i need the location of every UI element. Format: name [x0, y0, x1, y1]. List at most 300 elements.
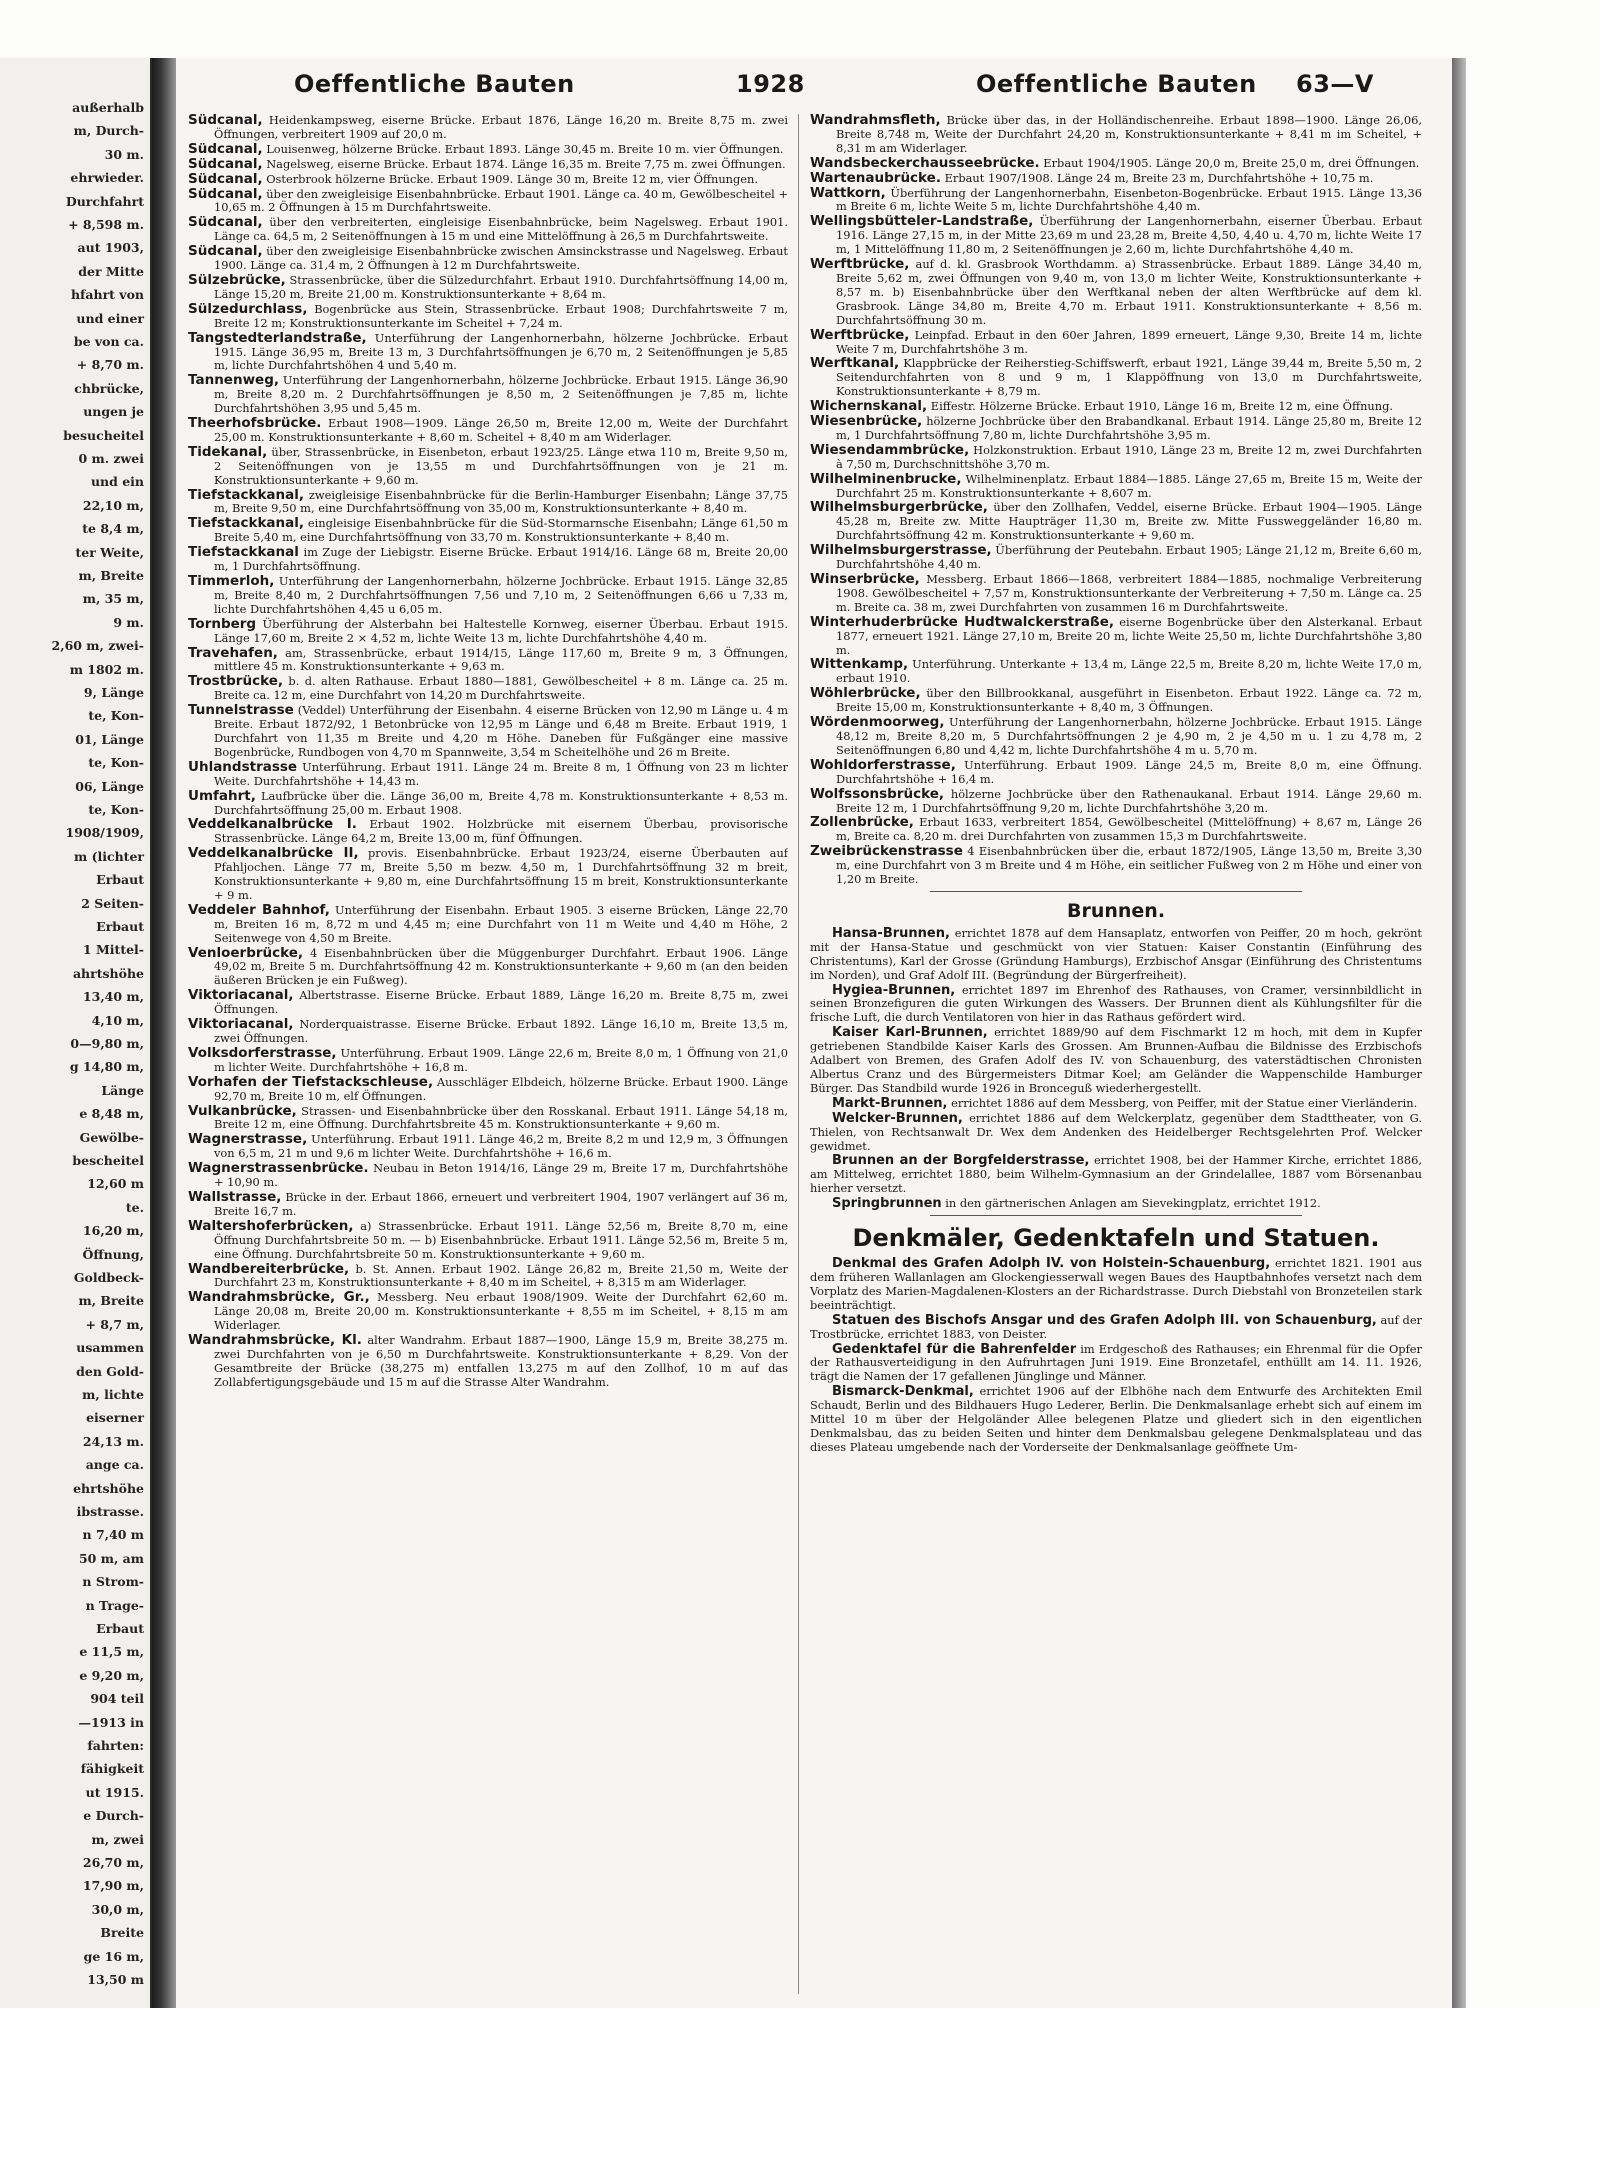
entry-text: errichtet 1906 auf der Elbhöhe nach dem Entwurfe des Architekten Emil Schaudt, Berlin und des Bildhauers Hugo Lederer, Berlin. Die Denkmalsanlage erhebt sich auf einem im Mittel 10 m über der Helgoländer Allee belegenen Platze und gliedert sich in den eigentlichen Denkmalsbau, das zu beiden Seiten und hinter dem Denkmalsbau gelegene Denkmalsplateau und das dieses Plateau umgebende nach der Vorderseite der Denkmalsanlage geöffnete Um- [810, 1384, 1422, 1454]
entry-name: Wandrahmsfleth, [810, 114, 941, 128]
right-column [810, 114, 1422, 1994]
entry-name: Südcanal, [188, 185, 263, 202]
entry-text: Erbaut 1633, verbreitert 1854, Gewölbescheitel (Mittelöffnung) + 8,67 m, Länge 26 m, Breite ca. 8,20 m. drei Durchfahrten von zusammen 15,3 m Durchfahrtsweite. [836, 815, 1422, 844]
entry-text: im Erdgeschoß des Rathauses; ein Ehrenmal für die Opfer der Rathausverteidigung in den Aufruhrtagen Juni 1919. Eine Bronzetafel, enthüllt am 14. 11. 1926, trägt die Namen der 17 gefallenen Jünglinge und Männer. [810, 1341, 1422, 1384]
prev-page-text-fragment: 0 m. zwei [78, 451, 144, 466]
bridge-entry [188, 271, 788, 302]
entry-name: Wagnerstrasse, [188, 1131, 308, 1148]
entry-text: errichtet 1889/90 auf dem Fischmarkt 12 m hoch, mit dem in Kupfer getriebenen Standbilde Kaiser Karls des Grossen. Am Brunnen-Aufbau die Bildnisse des Erzbischofs Adalbert von Bremen, des Grafen Adolf des IV. von Schauenburg, des vaterstädtischen Chronisten Albertus Cranz und des Bürgermeisters Ditmar Koel; am Geländer die Wappenschilde Hamburger Bürger. Das Standbild wurde 1926 in Bronceguß wiederhergestellt. [810, 1025, 1422, 1095]
entry-text: Messberg. Erbaut 1866—1868, verbreitert 1884—1885, nochmalige Verbreiterung 1908. Gewölbescheitel + 7,57 m, Konstruktionsunterkante der Verbreiterung + 7,50 m. Länge ca. 25 m. Breite ca. 38 m, zwei Durchfahrten von zusammen 16 m Durchfahrtsweite. [836, 572, 1422, 614]
prev-page-text-fragment: m, 35 m, [82, 591, 144, 607]
bridge-entry [188, 644, 788, 675]
bridge-entry [810, 184, 1422, 215]
entry-text: Messberg. Neu erbaut 1908/1909. Weite der Durchfahrt 62,60 m. Länge 20,08 m, Breite 20,00 m. Konstruktionsunterkante + 8,55 m im Scheitel, + 8,15 m am Widerlager. [214, 1290, 788, 1333]
prev-page-text-fragment: 22,10 m, [82, 497, 144, 513]
entry-name: Tiefstackkanal, [188, 486, 305, 503]
bridge-entry [188, 675, 788, 703]
prev-page-text-fragment: chbrücke, [74, 380, 144, 396]
prev-page-text-fragment: m, Durch- [73, 123, 144, 139]
prev-page-text-fragment: e 9,20 m, [79, 1667, 144, 1683]
entry-name: Südcanal, [188, 155, 263, 172]
entry-text: auf d. kl. Grasbrook Worthdamm. a) Strassenbrücke. Erbaut 1889. Länge 34,40 m, Breite 5,62 m, zwei Öffnungen von 9,40 m, von 13,0 m lichter Weite, Konstruktionsunterkante + 8,57 m. b) Eisenbahnbrücke über den Werftkanal neben der alten Werftbrücke auf dem kl. Grasbrook. Länge 34,80 m, Breite 4,70 m. Erbaut 1911. Konstruktionsunterkante + 8,56 m. Durchfahrtsöffnung 30 m. [836, 257, 1422, 327]
entry-name: Umfahrt, [188, 787, 256, 804]
bridge-entry [188, 417, 788, 445]
scan-margin [0, 2008, 1600, 2177]
brunnen-list [810, 927, 1422, 1211]
entry-name: Wiesenbrücke, [810, 413, 923, 430]
entry-text: Holzkonstruktion. Erbaut 1910, Länge 23 m, Breite 12 m, zwei Durchfahrten à 7,50 m, Durchschnittshöhe 3,70 m. [836, 442, 1422, 471]
entry-name: Wördenmoorweg, [810, 714, 945, 731]
entry-text: Überführung der Alsterbahn bei Haltestelle Kornweg, eiserner Überbau. Erbaut 1915. Länge 17,60 m, Breite 2 × 4,52 m, lichte Weite 13 m, lichte Durchfahrtshöhe 4,40 m. [214, 616, 788, 645]
entry-name: Wichernskanal, [810, 398, 928, 415]
entry-name: Wiesendammbrücke, [810, 441, 970, 458]
denkmal-entry [810, 1257, 1422, 1313]
entry-text: (Veddel) Unterführung der Eisenbahn. 4 eiserne Brücken von 12,90 m Länge u. 4 m Breite. Erbaut 1872/92, 1 Betonbrücke von 12,95 m Länge und 6,48 m Breite. Erbaut 1919, 1 Durchfahrt von 11,35 m Breite und 4,20 m Höhe. Daneben für Fußgänger eine massive Bogenbrücke, Rundbogen von 4,70 m Spannweite, 3,54 m Scheitelhöhe und 26 m Breite. [214, 703, 788, 759]
entry-text: über den zweigleisige Eisenbahnbrücke. Erbaut 1901. Länge ca. 40 m, Gewölbescheitel + 10,65 m. 2 Öffnungen à 15 m Durchfahrtsweite. [214, 186, 788, 215]
entry-text: am, Strassenbrücke, erbaut 1914/15, Länge 117,60 m, Breite 9 m, 3 Öffnungen, mittlere 45 m. Konstruktionsunterkante + 9,63 m. [214, 645, 788, 674]
bridge-entry [810, 215, 1422, 257]
header-right-title: Oeffentliche Bauten [976, 70, 1257, 98]
prev-page-text-fragment: e 11,5 m, [79, 1644, 144, 1660]
prev-page-text-fragment: te, Kon- [88, 708, 144, 724]
entry-text: Erbaut 1907/1908. Länge 24 m, Breite 23 m, Durchfahrtshöhe + 10,75 m. [940, 170, 1374, 185]
bridge-entry [188, 1188, 788, 1219]
entry-name: Südcanal, [188, 243, 263, 260]
bridge-entry [188, 758, 788, 789]
entry-text: Erbaut 1902. Holzbrücke mit eisernem Überbau, provisorische Strassenbrücke. Länge 64,2 m, Breite 13,00 m, fünf Öffnungen. [214, 817, 788, 846]
entry-text: a) Strassenbrücke. Erbaut 1911. Länge 52,56 m, Breite 8,70 m, eine Öffnung Durchfahrtsbreite 50 m. — b) Eisenbahnbrücke. Erbaut 1911. Länge 52,56 m, Breite 5 m, eine Öffnung. Durchfahrtsbreite 50 m. Konstruktionsunterkante + 9,60 m. [214, 1218, 788, 1261]
entry-name: Hygiea-Brunnen, [832, 982, 956, 998]
entry-name: Südcanal, [188, 170, 263, 187]
prev-page-text-fragment: 2,60 m, zwei- [51, 638, 144, 654]
prev-page-text-fragment: ibstrasse. [76, 1504, 144, 1519]
entry-name: Südcanal, [188, 114, 263, 128]
entry-name: Sülzebrücke, [188, 271, 286, 288]
entry-text: Nagelsweg, eiserne Brücke. Erbaut 1874. Länge 16,35 m. Breite 7,75 m. zwei Öffnungen. [262, 156, 786, 171]
entry-name: Winserbrücke, [810, 571, 920, 587]
prev-page-text-fragment: 30,0 m, [91, 1901, 144, 1917]
brunnen-entry [810, 1112, 1422, 1154]
entry-name: Wellingsbütteler-Landstraße, [810, 213, 1034, 230]
prev-page-text-fragment: te, Kon- [88, 802, 144, 817]
bridge-entry [810, 400, 1422, 414]
prev-page-text-fragment: und einer [76, 310, 144, 326]
prev-page-text-fragment: m, Breite [78, 1293, 144, 1309]
bridge-entry [810, 687, 1422, 715]
brunnen-entry [810, 927, 1422, 983]
entry-text: Klappbrücke der Reiherstieg-Schiffswerft, erbaut 1921, Länge 39,44 m, Breite 5,50 m, 2 Seitendurchfahrten von 8 und 9 m, 1 Klappöffnung von 13,0 m Durchfahrtsweite, Konstruktionsunterkante + 8,79 m. [836, 356, 1422, 399]
prev-page-text-fragment: 12,60 m [87, 1176, 144, 1192]
entry-text: in den gärtnerischen Anlagen am Sievekingplatz, errichtet 1912. [941, 1196, 1321, 1211]
entry-text: errichtet 1886 auf dem Welckerplatz, gegenüber dem Stadttheater, von G. Thielen, von Rechtsanwalt Dr. Wex dem Andenken des Heidelberger Rechtsgelehrten Prof. Welcker gewidmet. [810, 1110, 1422, 1153]
bridge-entry [188, 1102, 788, 1133]
bridge-entry [188, 1291, 788, 1333]
prev-page-text-fragment: Gewölbe- [79, 1129, 144, 1145]
entry-text: Neubau in Beton 1914/16, Länge 29 m, Breite 17 m, Durchfahrtshöhe + 10,90 m. [214, 1161, 788, 1190]
entry-text: errichtet 1886 auf dem Messberg, von Peiffer, mit der Statue einer Vierländerin. [947, 1095, 1418, 1110]
prev-page-text-fragment: fähigkeit [80, 1761, 144, 1777]
entry-name: Sülzedurchlass, [188, 300, 308, 317]
entry-text: Brücke über das, in der Holländischenreihe. Erbaut 1898—1900. Länge 26,06, Breite 8,748 m, Weite der Durchfahrt 24,20 m, Konstruktionsunterkante + 8,41 m im Scheitel, + 8,31 m am Widerlager. [836, 114, 1422, 155]
entry-name: Vulkanbrücke, [188, 1102, 297, 1119]
prev-page-text-fragment: —1913 in [78, 1714, 144, 1730]
bridge-entry [188, 300, 788, 331]
entry-name: Werftbrücke, [810, 256, 910, 273]
prev-page-text-fragment: ehrtshöhe [73, 1480, 144, 1496]
bridge-entry [810, 573, 1422, 615]
brunnen-entry [810, 984, 1422, 1026]
entry-name: Tornberg [188, 615, 257, 632]
bridge-entry [810, 441, 1422, 472]
bridge-entry [188, 901, 788, 946]
bridge-entry [188, 615, 788, 646]
entry-text: eingleisige Eisenbahnbrücke für die Süd-Stormarnsche Eisenbahn; Länge 61,50 m Breite 5,40 m, eine Durchfahrtsöffnung von 33,70 m. Konstruktionsunterkante + 8,40 m. [214, 516, 788, 545]
prev-page-text-fragment: e Durch- [83, 1808, 144, 1824]
prev-page-text-fragment: + 8,598 m. [68, 217, 144, 232]
entry-text: Unterführung der Langenhornerbahn, hölzerne Jochbrücke. Erbaut 1915. Länge 36,95 m, Breite 13 m, 3 Durchfahrtsöffnungen je 6,70 m, 2 Seitenöffnungen je 5,85 m, lichte Durchfahrtshöhen 4 und 5,40 m. [214, 330, 788, 373]
entry-text: Erbaut 1904/1905. Länge 20,0 m, Breite 25,0 m, drei Öffnungen. [1039, 155, 1420, 170]
entry-text: Strassen- und Eisenbahnbrücke über den Rosskanal. Erbaut 1911. Länge 54,18 m, Breite 12 m, eine Öffnung. Durchfahrtsbreite 45 m. Konstruktionsunterkante + 9,60 m. [214, 1103, 788, 1132]
entry-name: Südcanal, [188, 214, 263, 231]
prev-page-text-fragment: m 1802 m. [69, 661, 144, 677]
denkmal-entry [810, 1314, 1422, 1342]
prev-page-text-fragment: 9, Länge [83, 685, 144, 700]
entry-name: Wilhelminenbrucke, [810, 470, 962, 487]
denkmal-entry [810, 1385, 1422, 1455]
bridge-entry [188, 944, 788, 989]
entry-name: Uhlandstrasse [188, 758, 298, 775]
prev-page-text-fragment: m, zwei [91, 1831, 144, 1847]
entry-text: 4 Eisenbahnbrücken über die Müggenburger Durchfahrt. Erbaut 1906. Länge 49,02 m, Breite 5 m. Durchfahrtsöffnung 42 m. Konstruktionsunterkante + 9,60 m (an den beiden äußeren Brücken je ein Fußweg). [214, 945, 788, 988]
prev-page-text-fragment: te. [125, 1199, 144, 1215]
entry-text: über den Billbrookkanal, ausgeführt in Eisenbeton. Erbaut 1922. Länge ca. 72 m, Breite 15,00 m, Konstruktionsunterkante + 8,40 m, 3 Öffnungen. [836, 686, 1422, 715]
prev-page-text-fragment: ange ca. [85, 1457, 144, 1473]
prev-page-text-fragment: der Mitte [78, 263, 144, 279]
prev-page-text-fragment: be von ca. [73, 334, 144, 349]
entry-name: Wandsbeckerchausseebrücke. [810, 154, 1040, 171]
entry-text: Louisenweg, hölzerne Brücke. Erbaut 1893. Länge 30,45 m. Breite 10 m. vier Öffnungen. [262, 141, 784, 156]
entry-text: 4 Eisenbahnbrücken über die, erbaut 1872/1905, Länge 13,50 m, Breite 3,30 m, eine Durchfahrt von 3 m Breite und 4 m Höhe, ein seitlicher Fußweg von 2 m Höhe und einer von 1,20 m Breite. [836, 844, 1422, 887]
prev-page-text-fragment: 904 teil [90, 1691, 144, 1707]
entry-text: Albertstrasse. Eiserne Brücke. Erbaut 1889, Länge 16,20 m. Breite 8,75 m, zwei Öffnungen. [214, 988, 788, 1017]
document-page [176, 58, 1453, 2008]
prev-page-text-fragment: Öffnung, [82, 1246, 144, 1262]
entry-name: Tiefstackkanal, [188, 515, 305, 532]
entry-name: Wartenaubrücke. [810, 169, 941, 186]
bridge-entry [188, 1044, 788, 1075]
prev-page-text-fragment: 0—9,80 m, [70, 1036, 144, 1051]
entry-text: Brücke in der. Erbaut 1866, erneuert und verbreitert 1904, 1907 verlängert auf 36 m, Breite 16,7 m. [214, 1189, 788, 1218]
entry-name: Timmerloh, [188, 573, 275, 589]
bridge-entry [188, 1018, 788, 1046]
entry-name: Winterhuderbrücke Hudtwalckerstraße, [810, 613, 1115, 630]
prev-page-text-fragment: und ein [90, 474, 144, 490]
prev-page-text-fragment: aut 1903, [77, 240, 144, 256]
bridge-entry [188, 517, 788, 545]
entry-name: Wöhlerbrücke, [810, 685, 921, 702]
prev-page-text-fragment: Goldbeck- [73, 1270, 144, 1285]
prev-page-text-fragment: Erbaut [96, 919, 144, 934]
prev-page-text-fragment: fahrten: [87, 1738, 144, 1753]
entry-name: Wallstrasse, [188, 1188, 282, 1205]
entry-name: Wilhelmsburgerstrasse, [810, 542, 992, 559]
header-year: 1928 [736, 70, 805, 98]
entry-name: Veddeler Bahnhof, [188, 901, 330, 918]
prev-page-text-fragment: 2 Seiten- [81, 895, 144, 911]
prev-page-text-fragment: 9 m. [113, 614, 144, 630]
entry-text: errichtet 1821. 1901 aus dem früheren Wallanlagen am Glockengiesserwall wegen Baues des Hauptbahnhofes versetzt nach dem Vorplatz des Marien-Magdalenen-Klosters an der Richardstrasse. Durch Diebstahl von Bronzeteilen stark beeinträchtigt. [810, 1256, 1422, 1312]
entry-name: Wittenkamp, [810, 656, 909, 673]
entry-text: Überführung der Peutebahn. Erbaut 1905; Länge 21,12 m, Breite 6,60 m, Durchfahrtshöhe 4,40 m. [836, 543, 1422, 572]
bridge-entry [810, 326, 1422, 357]
entry-name: Markt-Brunnen, [832, 1095, 948, 1111]
entry-name: Denkmal des Grafen Adolph IV. von Holstein-Schauenburg, [832, 1256, 1271, 1272]
brunnen-entry [810, 1026, 1422, 1096]
entry-text: Überführung der Langenhornerbahn, eiserner Überbau. Erbaut 1916. Länge 27,15 m, in der Mitte 23,69 m und 23,28 m, Breite 4,50, 4,40 u. 4,70 m, lichte Weite 17 m, 1 Mittelöffnung 11,80 m, 2 Seitenöffnungen je 2,60 m, lichte Durchfahrtshöhe 4,40 m. [836, 214, 1422, 257]
prev-page-text-fragment: bescheitel [72, 1153, 144, 1168]
prev-page-text-fragment: eiserner [86, 1410, 144, 1426]
entry-name: Werftbrücke, [810, 326, 910, 343]
entry-text: im Zuge der Liebigstr. Eiserne Brücke. Erbaut 1914/16. Länge 68 m, Breite 20,00 m, 1 Durchfahrtsöffnung. [214, 545, 788, 574]
entry-name: Wandbereiterbrücke, [188, 1260, 350, 1277]
bridge-entry [188, 1334, 788, 1390]
bridge-entry [810, 258, 1422, 328]
prev-page-text-fragment: 06, Länge [75, 778, 144, 794]
prev-page-text-fragment: Länge [101, 1082, 144, 1098]
bridge-entry [188, 245, 788, 273]
entry-text: Laufbrücke über die. Länge 36,00 m, Breite 4,78 m. Konstruktionsunterkante + 8,53 m. Durchfahrtsöffnung 25,00 m. Erbaut 1908. [214, 788, 788, 817]
entry-text: zweigleisige Eisenbahnbrücke für die Berlin-Hamburger Eisenbahn; Länge 37,75 m, Breite 9,50 m, eine Durchfahrtsöffnung von 35,00 m, Konstruktionsunterkante + 8,40 m. [214, 487, 788, 516]
prev-page-text-fragment: ahrtshöhe [72, 965, 144, 981]
prev-page-text-fragment: + 8,7 m, [85, 1316, 144, 1332]
entry-text: Unterführung. Erbaut 1909. Länge 24,5 m, Breite 8,0 m, eine Öffnung. Durchfahrtshöhe + 16,4 m. [836, 757, 1422, 786]
prev-page-text-fragment: 16,20 m, [82, 1223, 144, 1239]
entry-name: Werftkanal, [810, 355, 900, 372]
bridge-entry [810, 544, 1422, 572]
entry-text: über, Strassenbrücke, in Eisenbeton, erbaut 1923/25. Länge etwa 110 m, Breite 9,50 m, 2 Seitenöffnungen von je 13,55 m und Durchfahrtsöffnungen von je 21 m. Konstruktionsunterkante + 9,60 m. [214, 444, 788, 487]
prev-page-text-fragment: besucheitel [63, 427, 144, 443]
entry-text: über den Zollhafen, Veddel, eiserne Brücke. Erbaut 1904—1905. Länge 45,28 m, Breite zw. Mitte Haupträger 11,30 m, Breite zw. Mitte Fussweggeländer 16,80 m. Durchfahrtsöffnung 42 m. Konstruktionsunterkante + 9,60 m. [836, 500, 1422, 543]
prev-page-text-fragment: 17,90 m, [82, 1878, 144, 1894]
entry-name: Bismarck-Denkmal, [832, 1384, 974, 1400]
entry-name: Südcanal, [188, 140, 263, 157]
page-edge [1452, 58, 1466, 2008]
prev-page-text-fragment: 1 Mittel- [82, 942, 144, 958]
bridge-entry [188, 486, 788, 517]
entry-name: Travehafen, [188, 644, 278, 661]
column-divider [798, 114, 799, 1994]
entry-text: Unterführung. Erbaut 1911. Länge 46,2 m, Breite 8,2 m und 12,9 m, 3 Öffnungen von 6,5 m, 21 m und 9,6 m lichter Weite. Durchfahrtshöhe + 16,6 m. [214, 1132, 788, 1161]
bridge-entry [188, 704, 788, 760]
entry-text: errichtet 1897 im Ehrenhof des Rathauses, von Cramer, versinnbildlicht in seinen Bronzefiguren die guten Wirkungen des Wassers. Der Brunnen dient als Kühlungsfilter für die frische Luft, die durch Ventilatoren von hier in das Rathaus gefördert wird. [810, 982, 1422, 1025]
entry-name: Wandrahmsbrücke, Kl. [188, 1332, 362, 1349]
bridge-entry [188, 1162, 788, 1190]
prev-page-text-fragment: n 7,40 m [82, 1527, 144, 1543]
prev-page-text-fragment: Breite [100, 1925, 144, 1941]
entry-text: Leinpfad. Erbaut in den 60er Jahren, 1899 erneuert, Länge 9,30, Breite 14 m, lichte Weite 7 m, Durchfahrtshöhe 3 m. [836, 327, 1422, 356]
right-entries-list [810, 114, 1422, 887]
previous-page-fragment [0, 58, 152, 2008]
bridge-entry [188, 185, 788, 216]
bridge-entry [810, 470, 1422, 501]
entry-name: Waltershoferbrücken, [188, 1217, 354, 1234]
header-left-title: Oeffentliche Bauten [294, 70, 575, 98]
entry-name: Brunnen an der Borgfelderstrasse, [832, 1153, 1090, 1169]
prev-page-text-fragment: te 8,4 m, [82, 521, 144, 537]
entry-name: Hansa-Brunnen, [832, 925, 950, 941]
prev-page-text-fragment: g 14,80 m, [69, 1059, 144, 1075]
page-header [176, 58, 1452, 110]
entry-name: Tiefstackkanal [188, 544, 299, 561]
entry-text: Erbaut 1908—1909. Länge 26,50 m, Breite 12,00 m, Weite der Durchfahrt 25,00 m. Konstruktionsunterkante + 8,60 m. Scheitel + 8,40 m am Widerlager. [214, 416, 788, 444]
entry-text: errichtet 1908, bei der Hammer Kirche, errichtet 1886, am Mittelweg, errichtet 1880, beim Wilhelm-Gymnasium an der Grindelallee, 1887 vom Börsenanbau hierher versetzt. [810, 1153, 1422, 1196]
bridge-entry [188, 1073, 788, 1104]
entry-name: Wandrahmsbrücke, Gr., [188, 1289, 370, 1306]
entry-name: Tidekanal, [188, 443, 268, 460]
entry-text: Bogenbrücke aus Stein, Strassenbrücke. Erbaut 1908; Durchfahrtsweite 7 m, Breite 12 m; Konstruktionsunterkante im Scheitel + 7,24 m. [214, 301, 788, 330]
entry-text: errichtet 1878 auf dem Hansaplatz, entworfen von Peiffer, 20 m hoch, gekrönt mit der Hansa-Statue und geschmückt von vier Statuen: Kaiser Constantin (Einführung des Christentums), Karl der Grosse (Gründung Hamburgs), Erzbischof Ansgar (Einführung des Christentums im Norden), und Graf Adolf III. (Begründung der Bürgerfreiheit). [810, 925, 1422, 982]
prev-page-text-fragment: hfahrt von [70, 287, 144, 303]
entry-text: Eiffestr. Hölzerne Brücke. Erbaut 1910, Länge 16 m, Breite 12 m, eine Öffnung. [927, 399, 1393, 414]
prev-page-text-fragment: Erbaut [96, 872, 144, 888]
entry-name: Tunnelstrasse [188, 702, 294, 719]
prev-page-text-fragment: m, Breite [78, 568, 144, 583]
entry-name: Wilhelmsburgerbrücke, [810, 499, 988, 516]
bridge-entry [810, 415, 1422, 443]
bridge-entry [188, 847, 788, 903]
prev-page-text-fragment: usammen [76, 1340, 144, 1356]
bridge-entry [188, 1260, 788, 1291]
entry-text: Wilhelminenplatz. Erbaut 1884—1885. Länge 27,65 m, Breite 15 m, Weite der Durchfahrt 25 m. Konstruktionsunterkante + 8,607 m. [836, 471, 1422, 500]
bridge-entry [188, 114, 788, 142]
entry-name: Wagnerstrassenbrücke. [188, 1160, 369, 1177]
prev-page-text-fragment: 30 m. [104, 146, 144, 162]
denkmaeler-list [810, 1257, 1422, 1455]
prev-page-text-fragment: 1908/1909, [65, 825, 144, 841]
brunnen-entry [810, 1197, 1422, 1211]
bridge-entry [810, 357, 1422, 399]
bridge-entry [810, 114, 1422, 156]
prev-page-text-fragment: 26,70 m, [82, 1855, 144, 1870]
bridge-entry [188, 140, 788, 157]
prev-page-text-fragment: 13,40 m, [82, 989, 144, 1005]
entry-text: provis. Eisenbahnbrücke. Erbaut 1923/24, eiserne Überbauten auf Pfahljochen. Länge 77 m, Breite 5,50 m bezw. 4,50 m, 1 Durchfahrtsöffnung 32 m breit, Konstruktionsunterkante + 9,80 m, eine Durchfahrtsöffnung 15 m breit, Konstruktionsunterkante + 9 m. [214, 846, 788, 902]
denkmal-entry [810, 1343, 1422, 1385]
bridge-entry [188, 1133, 788, 1161]
bridge-entry [188, 989, 788, 1017]
entry-text: Osterbrook hölzerne Brücke. Erbaut 1909. Länge 30 m, Breite 12 m, vier Öffnungen. [262, 171, 758, 186]
bridge-entry [188, 155, 788, 172]
bridge-entry [810, 169, 1422, 186]
header-page-number: 63—V [1296, 70, 1374, 98]
entry-name: Wohldorferstrasse, [810, 756, 956, 773]
prev-page-text-fragment: 50 m, am [78, 1550, 144, 1566]
bridge-entry [810, 613, 1422, 658]
entry-name: Theerhofsbrücke. [188, 415, 322, 432]
bridge-entry [810, 154, 1422, 171]
bridge-entry [810, 785, 1422, 816]
denkmaeler-title: Denkmäler, Gedenktafeln und Statuen. [852, 1224, 1380, 1253]
entry-name: Welcker-Brunnen, [832, 1110, 963, 1126]
prev-page-text-fragment: Durchfahrt [65, 193, 144, 209]
entry-text: Unterführung. Erbaut 1909. Länge 22,6 m, Breite 8,0 m, 1 Öffnung von 21,0 m lichter Weite. Durchfahrtshöhe + 16,8 m. [214, 1045, 788, 1074]
brunnen-title: Brunnen. [1066, 899, 1166, 922]
entry-name: Viktoriacanal, [188, 1016, 294, 1033]
bridge-entry [810, 816, 1422, 844]
prev-page-text-fragment: m (lichter [73, 848, 144, 864]
bridge-entry [188, 575, 788, 617]
prev-page-text-fragment: 13,50 m [87, 1972, 144, 1987]
prev-page-text-fragment: 4,10 m, [91, 1012, 144, 1028]
entry-name: Veddelkanalbrücke I. [188, 816, 357, 833]
prev-page-text-fragment: 01, Länge [75, 731, 144, 747]
prev-page-text-fragment: ter Weite, [75, 544, 144, 560]
entry-name: Gedenktafel für die Bahrenfelder [832, 1341, 1077, 1357]
entry-text: b. St. Annen. Erbaut 1902. Länge 26,82 m, Breite 21,50 m, Weite der Durchfahrt 23 m, Konstruktionsunterkante + 8,40 m im Scheitel, + 8,315 m am Widerlager. [214, 1261, 788, 1290]
prev-page-text-fragment: ut 1915. [85, 1784, 144, 1800]
entry-name: Tannenweg, [188, 372, 279, 389]
entry-name: Veddelkanalbrücke II, [188, 845, 359, 862]
brunnen-entry [810, 1097, 1422, 1111]
prev-page-text-fragment: e 8,48 m, [79, 1106, 144, 1122]
prev-page-text-fragment: ehrwieder. [70, 170, 144, 186]
prev-page-text-fragment: ge 16 m, [83, 1948, 144, 1964]
entry-name: Volksdorferstrasse, [188, 1044, 337, 1061]
entry-text: hölzerne Jochbrücke über den Brabandkanal. Erbaut 1914. Länge 25,80 m, Breite 12 m, 1 Durchfahrtsöffnung 7,80 m, lichte Durchfahrtshöhe 3,95 m. [836, 414, 1422, 442]
entry-name: Kaiser Karl-Brunnen, [832, 1025, 988, 1041]
entry-text: b. d. alten Rathause. Erbaut 1880—1881, Gewölbescheitel + 8 m. Länge ca. 25 m. Breite ca. 12 m, eine Durchfahrt von 14,20 m Durchfahrtsweite. [214, 674, 788, 703]
bridge-entry [188, 170, 788, 187]
prev-page-text-fragment: n Strom- [82, 1574, 144, 1590]
bridge-entry [188, 1217, 788, 1262]
entry-text: Unterführung. Erbaut 1911. Länge 24 m. Breite 8 m, 1 Öffnung von 23 m lichter Weite. Durchfahrtshöhe + 14,43 m. [214, 759, 788, 788]
prev-page-text-fragment: außerhalb [72, 100, 144, 115]
entry-name: Statuen des Bischofs Ansgar und des Grafen Adolph III. von Schauenburg, [832, 1312, 1377, 1328]
entry-name: Trostbrücke, [188, 673, 283, 690]
prev-page-text-fragment: Erbaut [96, 1621, 144, 1636]
prev-page-text-fragment: te, Kon- [88, 755, 144, 771]
prev-page-text-fragment: den Gold- [76, 1363, 144, 1379]
entry-name: Viktoriacanal, [188, 987, 294, 1004]
entry-text: Überführung der Langenhornerbahn, Eisenbeton-Bogenbrücke. Erbaut 1915. Länge 13,36 m Breite 6 m, lichte Weite 5 m, lichte Durchfahrtshöhe 4,40 m. [836, 185, 1422, 214]
prev-page-text-fragment: + 8,70 m. [76, 357, 144, 373]
entry-name: Vorhafen der Tiefstackschleuse, [188, 1073, 434, 1090]
entry-text: auf der Trostbrücke, errichtet 1883, von Deister. [810, 1312, 1422, 1341]
entry-text: Unterführung der Eisenbahn. Erbaut 1905. 3 eiserne Brücken, Länge 22,70 m, Breiten 16 m, 8,72 m und 4,45 m; eine Durchfahrt von 11 m Weite und 4,40 m Höhe, 2 Seitenwege von 4,50 m Breite. [214, 902, 788, 945]
entry-name: Wattkorn, [810, 184, 886, 201]
bridge-entry [188, 546, 788, 574]
entry-text: Unterführung der Langenhornerbahn, hölzerne Jochbrücke. Erbaut 1915. Länge 48,12 m, Breite 8,20 m, 5 Durchfahrtsöffnungen 2 je 4,90 m, 2 je 4,50 m u. 1 zu 4,78 m, 2 Seitenöffnungen 6,80 und 4,42 m, lichte Durchfahrtshöhe 4 m u. 5,70 m. [836, 715, 1422, 757]
entry-name: Tangstedterlandstraße, [188, 329, 367, 346]
entry-text: hölzerne Jochbrücke über den Rathenaukanal. Erbaut 1914. Länge 29,60 m. Breite 12 m, 1 Durchfahrtsöffnung 9,20 m, lichte Durchfahrtshöhe 3,20 m. [836, 786, 1422, 815]
prev-page-text-fragment: n Trage- [85, 1597, 144, 1613]
entry-name: Springbrunnen [832, 1196, 942, 1212]
bridge-entry [188, 787, 788, 818]
prev-page-text-fragment: 24,13 m. [82, 1433, 144, 1449]
entry-text: eiserne Bogenbrücke über den Alsterkanal. Erbaut 1877, erneuert 1921. Länge 27,10 m, Breite 20 m, lichte Weite 25,50 m, lichte Durchfahrtshöhe 3,80 m. [836, 614, 1422, 657]
entry-text: Unterführung der Langenhornerbahn, hölzerne Jochbrücke. Erbaut 1915. Länge 36,90 m, Breite 8,20 m. 2 Durchfahrtsöffnungen je 8,50 m, 2 Seitenöffnungen je 7,85 m, lichte Durchfahrtshöhen 3,95 und 5,45 m. [214, 373, 788, 416]
entry-name: Wolfssonsbrücke, [810, 785, 945, 802]
bridge-entry [188, 443, 788, 488]
entry-name: Zollenbrücke, [810, 814, 914, 831]
bridge-entry [810, 716, 1422, 758]
section-rule [930, 1215, 1302, 1216]
entry-text: Unterführung der Langenhornerbahn, hölzerne Jochbrücke. Erbaut 1915. Länge 32,85 m, Breite 8,40 m, 2 Durchfahrtsöffnungen 7,56 und 7,10 m, 2 Seitenöffnungen 6,66 u 7,33 m, lichte Durchfahrtshöhen 4,45 u 6,05 m. [214, 574, 788, 616]
left-column [188, 114, 788, 1994]
brunnen-entry [810, 1154, 1422, 1196]
book-gutter [152, 58, 176, 2008]
entry-text: Ausschläger Elbdeich, hölzerne Brücke. Erbaut 1900. Länge 92,70 m, Breite 10 m, elf Öffnungen. [214, 1074, 788, 1103]
